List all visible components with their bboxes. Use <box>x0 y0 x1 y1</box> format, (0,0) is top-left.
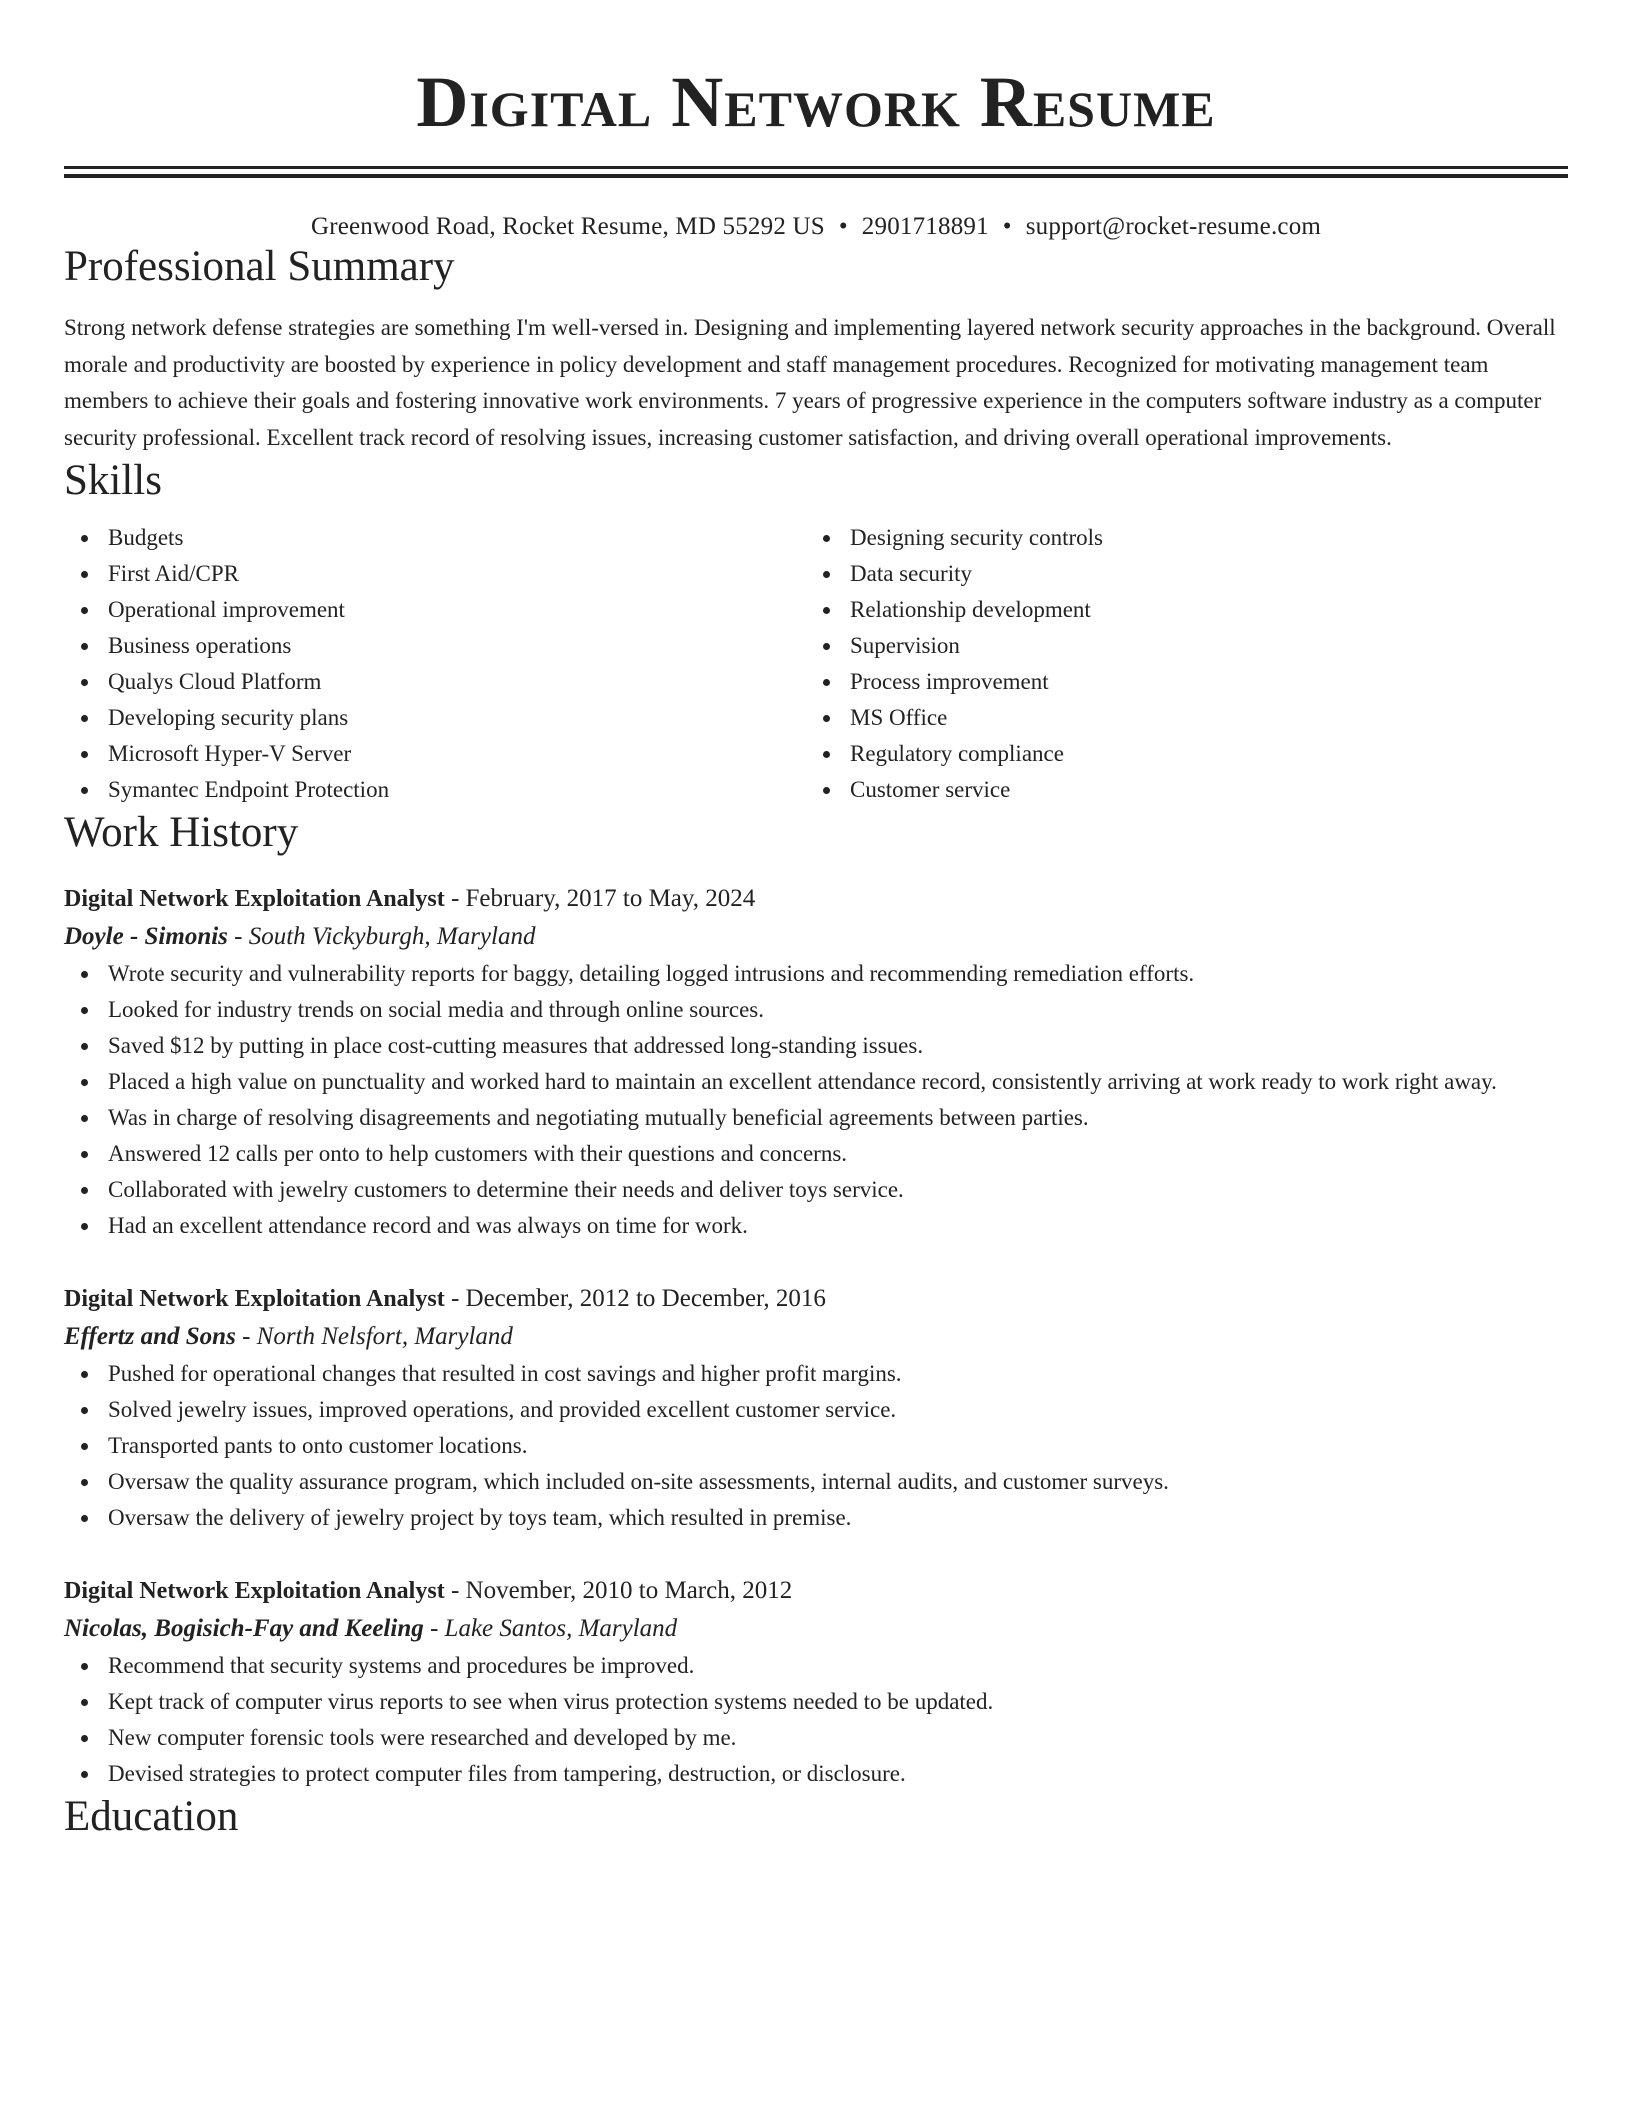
skill-item: Budgets <box>64 520 806 556</box>
job-bullet: Devised strategies to protect computer files from tampering, destruction, or disclosure. <box>64 1756 1568 1792</box>
job-header <box>64 880 1568 918</box>
job-bullet: Answered 12 calls per onto to help customers with their questions and concerns. <box>64 1136 1568 1172</box>
job-bullet: Pushed for operational changes that resulted in cost savings and higher profit margins. <box>64 1356 1568 1392</box>
skill-item: Qualys Cloud Platform <box>64 664 806 700</box>
skill-item: First Aid/CPR <box>64 556 806 592</box>
title-divider-top <box>64 166 1568 169</box>
job-employer <box>64 918 1568 956</box>
resume-title: Digital Network Resume <box>416 62 1216 142</box>
job-title: Digital Network Exploitation Analyst <box>64 1578 445 1604</box>
job-header <box>64 1572 1568 1610</box>
skill-item: Data security <box>806 556 1548 592</box>
job-bullet: Solved jewelry issues, improved operations, and provided excellent customer service. <box>64 1392 1568 1428</box>
job-bullet: Saved $12 by putting in place cost-cutting measures that addressed long-standing issues. <box>64 1028 1568 1064</box>
job-bullet: Was in charge of resolving disagreements and negotiating mutually beneficial agreements between parties. <box>64 1100 1568 1136</box>
company-name: Effertz and Sons <box>64 1323 236 1350</box>
contact-separator: • <box>838 213 848 240</box>
job-dates: - November, 2010 to March, 2012 <box>444 1577 793 1604</box>
job-bullet: Oversaw the quality assurance program, which included on-site assessments, internal audits, and customer surveys. <box>64 1464 1568 1500</box>
job-bullet: Oversaw the delivery of jewelry project by toys team, which resulted in premise. <box>64 1500 1568 1536</box>
company-name: Doyle - Simonis <box>64 923 228 950</box>
skill-item: Symantec Endpoint Protection <box>64 772 806 808</box>
skill-item: Developing security plans <box>64 700 806 736</box>
education-heading: Education <box>64 1793 239 1840</box>
job-entry <box>64 880 1568 1244</box>
skill-item: Regulatory compliance <box>806 736 1548 772</box>
job-bullet: Recommend that security systems and procedures be improved. <box>64 1648 1568 1684</box>
company-location: - Lake Santos, Maryland <box>423 1615 678 1642</box>
job-bullet: Looked for industry trends on social media and through online sources. <box>64 992 1568 1028</box>
job-employer <box>64 1318 1568 1356</box>
skill-item: Supervision <box>806 628 1548 664</box>
job-bullet: Placed a high value on punctuality and worked hard to maintain an excellent attendance record, consistently arriving at work ready to work right away. <box>64 1064 1568 1100</box>
contact-address: Greenwood Road, Rocket Resume, MD 55292 US <box>310 213 825 240</box>
job-bullet: Collaborated with jewelry customers to determine their needs and deliver toys service. <box>64 1172 1568 1208</box>
contact-line <box>64 212 1568 242</box>
skill-item: Business operations <box>64 628 806 664</box>
skill-item: MS Office <box>806 700 1548 736</box>
job-bullet: Kept track of computer virus reports to see when virus protection systems needed to be updated. <box>64 1684 1568 1720</box>
summary-text: Strong network defense strategies are something I'm well-versed in. Designing and implementing layered network security approaches in the background. Overall morale and productivity are boosted by experience in policy development and staff management procedures. Recognized for motivating management team members to achieve their goals and fostering innovative work environments. 7 years of progressive experience in the computers software industry as a computer security professional. Excellent track record of resolving issues, increasing customer satisfaction, and driving overall operational improvements. <box>64 315 1556 450</box>
skill-item: Microsoft Hyper-V Server <box>64 736 806 772</box>
job-title: Digital Network Exploitation Analyst <box>64 1286 445 1312</box>
job-bullet: Wrote security and vulnerability reports for baggy, detailing logged intrusions and recommending remediation efforts. <box>64 956 1568 992</box>
company-name: Nicolas, Bogisich-Fay and Keeling <box>64 1615 424 1642</box>
skills-column-right <box>806 520 1548 808</box>
work-history-heading: Work History <box>64 809 299 856</box>
company-location: - South Vickyburgh, Maryland <box>227 923 536 950</box>
job-bullet: Transported pants to onto customer locations. <box>64 1428 1568 1464</box>
job-title: Digital Network Exploitation Analyst <box>64 886 445 912</box>
skill-item: Customer service <box>806 772 1548 808</box>
job-bullets <box>64 1648 1568 1792</box>
job-employer <box>64 1610 1568 1648</box>
skill-item: Relationship development <box>806 592 1548 628</box>
skills-column-left <box>64 520 806 808</box>
company-location: - North Nelsfort, Maryland <box>235 1323 513 1350</box>
contact-phone: 2901718891 <box>861 213 989 240</box>
job-entry <box>64 1280 1568 1536</box>
skill-item: Designing security controls <box>806 520 1548 556</box>
job-bullets <box>64 956 1568 1244</box>
job-bullet: New computer forensic tools were researched and developed by me. <box>64 1720 1568 1756</box>
job-bullet: Had an excellent attendance record and was always on time for work. <box>64 1208 1568 1244</box>
skill-item: Process improvement <box>806 664 1548 700</box>
contact-email: support@rocket-resume.com <box>1025 213 1322 240</box>
skill-item: Operational improvement <box>64 592 806 628</box>
skills-list <box>64 520 1568 808</box>
summary-heading: Professional Summary <box>64 243 455 290</box>
skills-heading: Skills <box>64 457 162 504</box>
job-header <box>64 1280 1568 1318</box>
job-entry <box>64 1572 1568 1792</box>
resume-page <box>64 0 1568 1842</box>
job-bullets <box>64 1356 1568 1536</box>
job-dates: - December, 2012 to December, 2016 <box>444 1285 826 1312</box>
job-dates: - February, 2017 to May, 2024 <box>444 885 756 912</box>
contact-separator: • <box>1002 213 1012 240</box>
title-divider-bottom <box>64 174 1568 178</box>
